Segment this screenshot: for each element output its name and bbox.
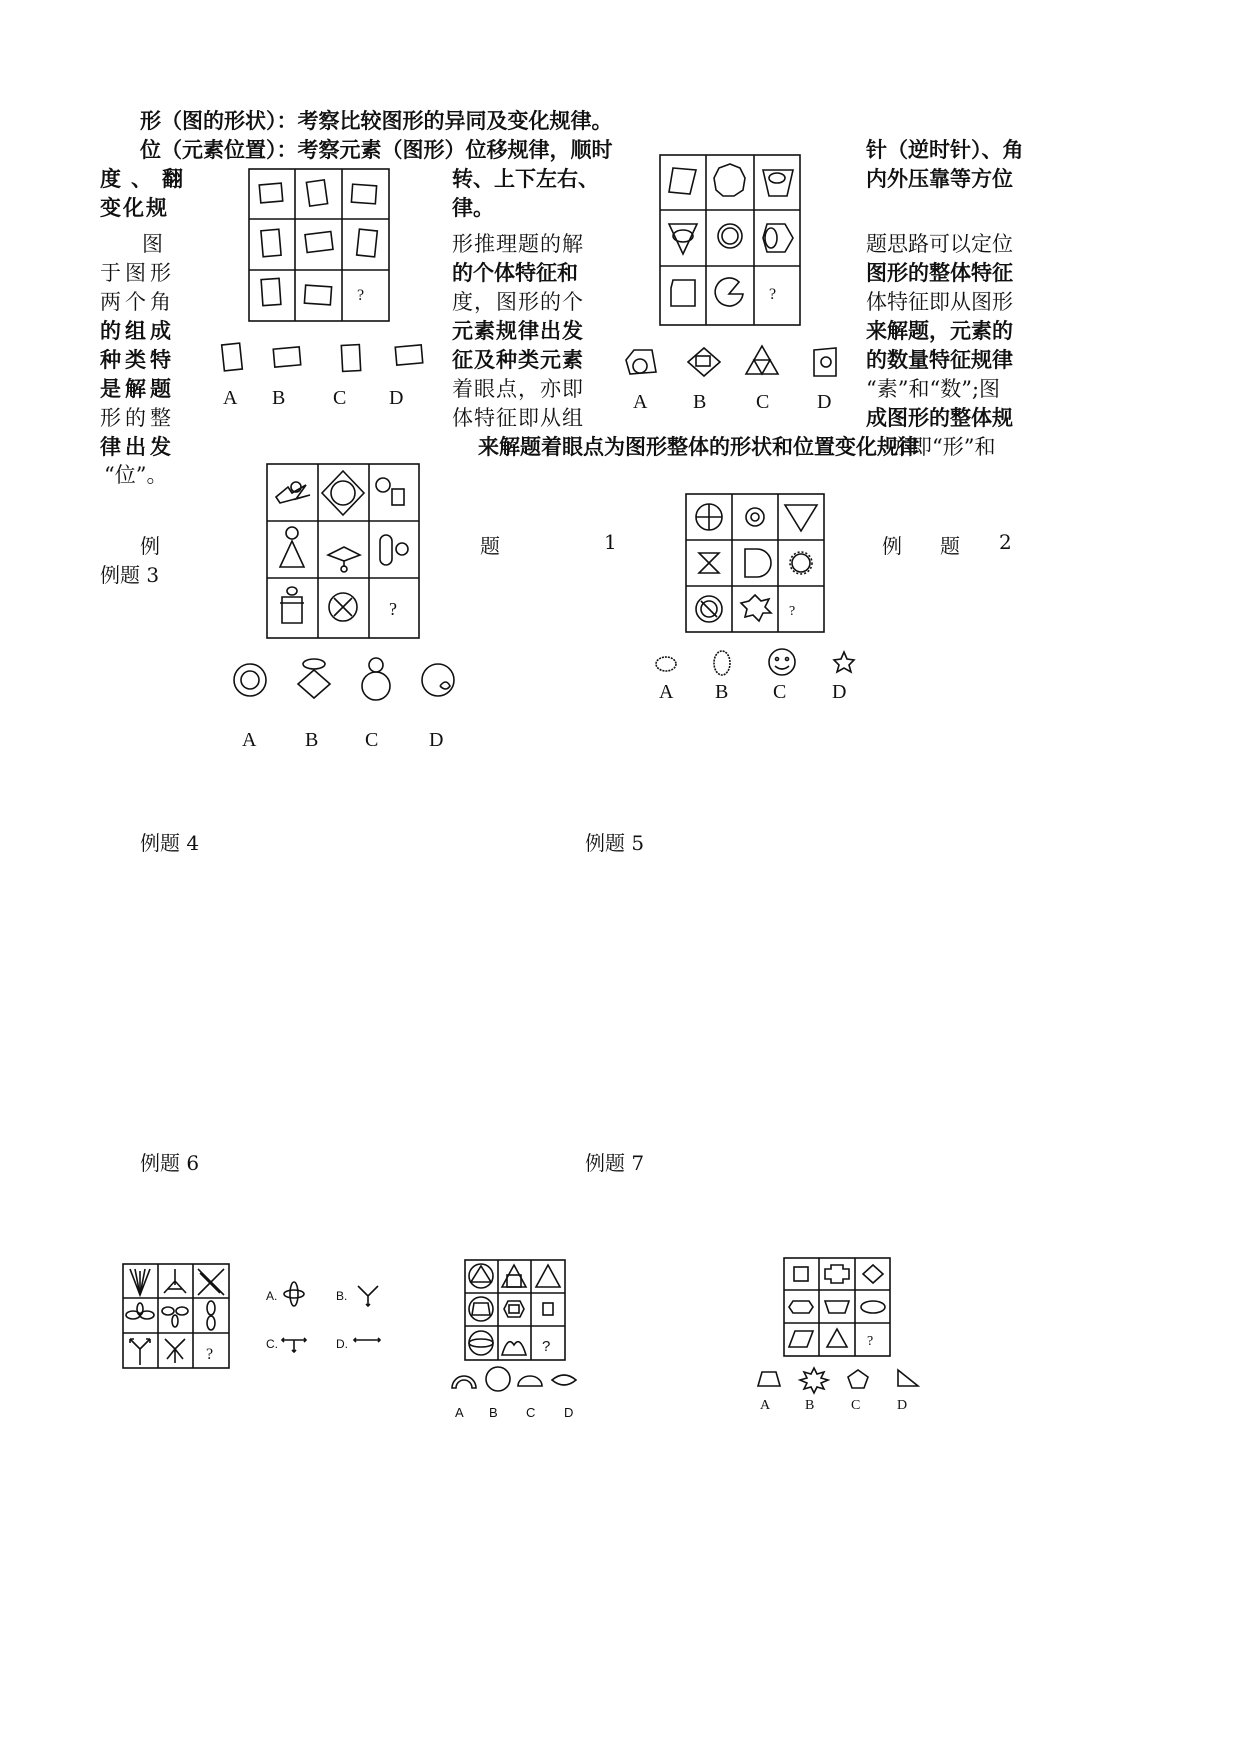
figure-5-grid xyxy=(122,1263,230,1369)
caption-ex1-b: 题 xyxy=(480,534,500,558)
fig1-option-c: C xyxy=(333,387,347,409)
mid-a-0: 转、上下左右、 xyxy=(452,166,599,191)
left-a-0: 度、翻 xyxy=(100,166,193,191)
figure-7-options xyxy=(756,1366,922,1394)
left-a-1: 变化规 xyxy=(100,195,169,220)
caption-ex2-b: 题 xyxy=(940,534,960,558)
fig3-option-d: D xyxy=(429,729,444,751)
figure-1-options xyxy=(218,340,428,374)
fig7-option-c: C xyxy=(851,1398,861,1413)
fig7-option-b: B xyxy=(805,1398,815,1413)
fig7-option-d: D xyxy=(897,1398,908,1413)
mid-a-1: 律。 xyxy=(452,195,494,220)
right-b-0: 题思路可以定位 xyxy=(866,232,1013,256)
mid-b-3: 元素规律出发 xyxy=(452,318,584,343)
caption-ex3: 例题 3 xyxy=(100,563,160,587)
question-mark: ? xyxy=(789,604,796,619)
figure-2-grid xyxy=(659,154,801,326)
right-b-1: 图形的整体特征 xyxy=(866,260,1013,285)
caption-ex7: 例题 7 xyxy=(585,1151,645,1175)
figure-2-options xyxy=(624,344,842,382)
caption-ex2-a: 例 xyxy=(882,534,902,558)
question-mark: ? xyxy=(769,286,777,303)
fig5-option-d: D. xyxy=(336,1337,348,1351)
figure-7-grid xyxy=(783,1257,891,1357)
question-mark: ? xyxy=(357,287,365,304)
question-mark: ? xyxy=(389,599,397,619)
left-b-3: 的组成 xyxy=(100,318,175,343)
left-b-6: 形的整 xyxy=(100,406,175,430)
right-b-5: “素”和“数”;图 xyxy=(866,377,1001,401)
figure-4-options xyxy=(654,648,864,678)
fig5-option-a: A. xyxy=(266,1289,278,1303)
question-mark: ? xyxy=(867,1334,874,1349)
fig6-option-d: D xyxy=(564,1405,574,1420)
caption-ex1-c: 1 xyxy=(604,530,617,554)
mid-b-6: 体特征即从组 xyxy=(452,406,584,430)
intro-right-1: 针（逆时针）、角 xyxy=(866,137,1024,162)
left-b-8: “位”。 xyxy=(104,463,168,487)
figure-3-grid xyxy=(266,463,420,639)
figure-1-grid xyxy=(248,168,390,322)
mid-b-4: 征及种类元素 xyxy=(452,347,584,372)
bottom-tail: 亦即“形”和 xyxy=(890,435,996,459)
fig3-option-a: A xyxy=(242,729,257,751)
fig4-option-d: D xyxy=(832,681,847,703)
fig7-option-a: A xyxy=(760,1398,771,1413)
left-b-5: 是解题 xyxy=(100,376,175,401)
fig6-option-a: A xyxy=(455,1405,464,1420)
right-b-6: 成图形的整体规 xyxy=(866,405,1013,430)
left-b-0: 图 xyxy=(142,232,163,256)
fig5-option-b: B. xyxy=(336,1289,348,1303)
fig4-option-c: C xyxy=(773,681,787,703)
left-b-1: 于图形 xyxy=(100,261,175,285)
figure-3-options xyxy=(232,656,462,702)
fig3-option-b: B xyxy=(305,729,319,751)
mid-b-5: 着眼点，亦即 xyxy=(452,377,584,401)
figure-6-grid xyxy=(464,1259,566,1361)
question-mark: ? xyxy=(206,1346,214,1363)
mid-b-2: 度，图形的个 xyxy=(452,290,584,314)
bottom-line: 来解题着眼点为图形整体的形状和位置变化规律 xyxy=(478,434,919,459)
caption-ex1-a: 例 xyxy=(140,534,160,558)
left-b-2: 两个角 xyxy=(100,290,175,314)
right-b-2: 体特征即从图形 xyxy=(866,290,1013,314)
fig1-option-a: A xyxy=(223,387,238,409)
fig4-option-b: B xyxy=(715,681,729,703)
fig3-option-c: C xyxy=(365,729,379,751)
left-b-7: 律出发 xyxy=(100,434,175,459)
fig5-option-c: C. xyxy=(266,1337,278,1351)
question-mark: ? xyxy=(542,1338,551,1355)
left-b-4: 种类特 xyxy=(100,347,175,372)
fig1-option-b: B xyxy=(272,387,286,409)
fig6-option-c: C xyxy=(526,1405,536,1420)
figure-5-options xyxy=(280,1280,390,1360)
caption-ex5: 例题 5 xyxy=(585,831,645,855)
intro-line-position: 位（元素位置）：考察元素（图形）位移规律，顺时 xyxy=(140,137,613,162)
figure-4-grid xyxy=(685,493,825,633)
right-b-4: 的数量特征规律 xyxy=(866,347,1013,372)
fig4-option-a: A xyxy=(659,681,674,703)
fig6-option-b: B xyxy=(489,1405,498,1420)
intro-line-shape: 形（图的形状）：考察比较图形的异同及变化规律。 xyxy=(140,108,613,133)
figure-6-options xyxy=(450,1364,578,1394)
caption-ex2-c: 2 xyxy=(999,530,1012,554)
fig2-option-c: C xyxy=(756,391,770,413)
caption-ex6: 例题 6 xyxy=(140,1151,200,1175)
mid-b-1: 的个体特征和 xyxy=(452,260,578,285)
fig2-option-b: B xyxy=(693,391,707,413)
fig1-option-d: D xyxy=(389,387,404,409)
right-a-0: 内外压靠等方位 xyxy=(866,166,1013,191)
fig2-option-a: A xyxy=(633,391,648,413)
right-b-3: 来解题，元素的 xyxy=(866,318,1013,343)
mid-b-0: 形推理题的解 xyxy=(452,232,584,256)
caption-ex4: 例题 4 xyxy=(140,831,200,855)
fig2-option-d: D xyxy=(817,391,832,413)
